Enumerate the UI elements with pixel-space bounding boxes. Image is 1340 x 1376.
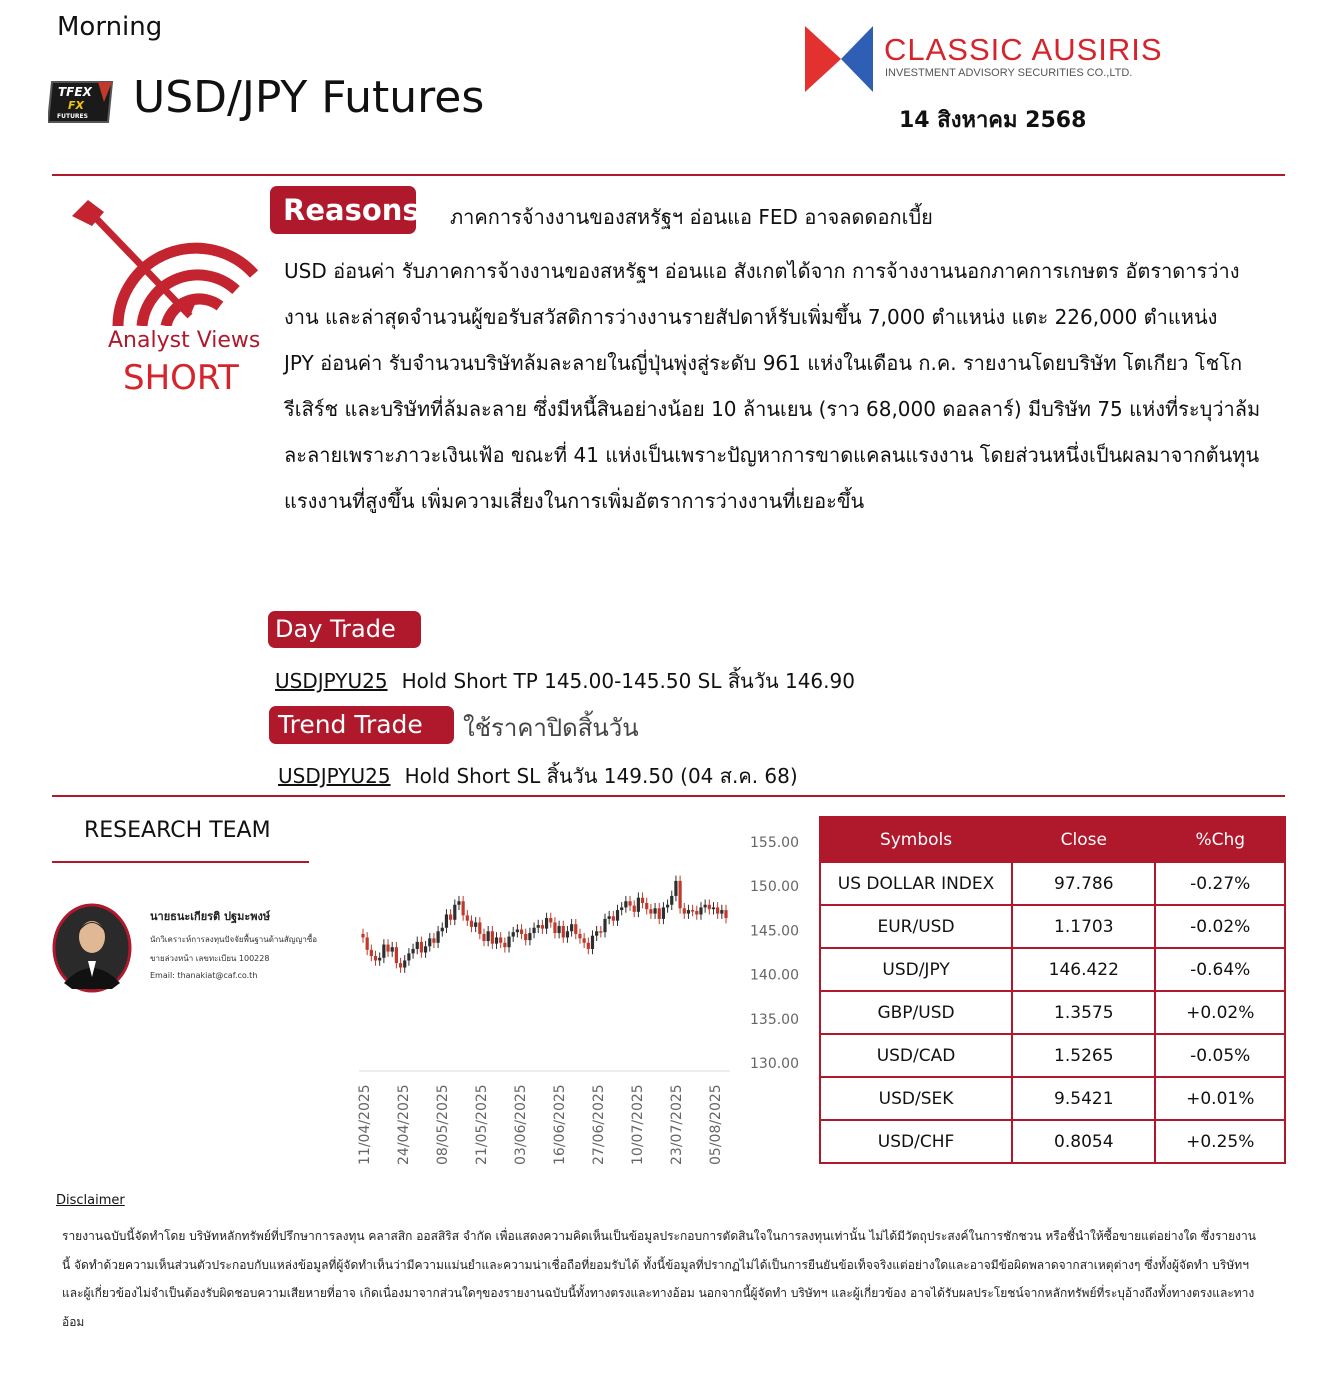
- symbol-cell: EUR/USD: [820, 905, 1012, 948]
- candle-body: [528, 933, 531, 940]
- candle-body: [457, 901, 460, 905]
- chart-x-axis: [357, 1084, 724, 1165]
- candle-body: [407, 953, 410, 960]
- y-tick-label: 150.00: [750, 879, 799, 896]
- symbol-cell: USD/SEK: [820, 1077, 1012, 1120]
- research-team-title: RESEARCH TEAM: [84, 818, 271, 843]
- candle-body: [649, 909, 652, 913]
- candle-body: [512, 932, 515, 936]
- y-tick-label: 130.00: [750, 1056, 799, 1072]
- candle-body: [720, 910, 723, 914]
- candle-body: [616, 910, 619, 921]
- candle-body: [599, 931, 602, 933]
- disclaimer-title: Disclaimer: [56, 1193, 125, 1208]
- candle-body: [628, 901, 631, 905]
- trend-trade-note: ใช้ราคาปิดสิ้นวัน: [463, 714, 639, 742]
- symbol-cell: GBP/USD: [820, 991, 1012, 1034]
- candle-body: [570, 924, 573, 931]
- candle-body: [587, 943, 590, 949]
- candle-body: [424, 946, 427, 952]
- y-tick-label: 155.00: [750, 835, 799, 851]
- symbol-cell: USD/JPY: [820, 948, 1012, 991]
- candle-body: [361, 934, 364, 938]
- analyst-email[interactable]: Email: thanakiat@caf.co.th: [150, 971, 258, 980]
- candle-body: [453, 905, 456, 920]
- y-tick-label: 145.00: [750, 923, 799, 940]
- day-trade-tag: Day Trade: [268, 611, 421, 648]
- reasons-tag: Reasons: [270, 186, 416, 234]
- chg-cell: +0.02%: [1155, 991, 1285, 1034]
- candle-body: [724, 910, 727, 918]
- candle-body: [499, 937, 502, 942]
- candle-body: [395, 947, 398, 963]
- x-tick-label: 24/04/2025: [396, 1084, 412, 1165]
- candle-body: [478, 922, 481, 933]
- candle-body: [624, 901, 627, 907]
- x-tick-label: 03/06/2025: [513, 1084, 529, 1165]
- table-row: [820, 1034, 1285, 1077]
- candle-body: [662, 907, 665, 918]
- candle-body: [437, 931, 440, 942]
- candle-body: [558, 926, 561, 933]
- candle-body: [449, 914, 452, 919]
- position-badge: SHORT: [123, 358, 239, 398]
- research-team-underline: [52, 861, 309, 863]
- candle-body: [608, 916, 611, 919]
- candle-body: [411, 949, 414, 953]
- candle-body: [566, 931, 569, 937]
- quotes-table: [819, 816, 1286, 1164]
- session-label: Morning: [57, 12, 163, 42]
- analyst-role: นักวิเคราะห์การลงทุนปัจจัยพื้นฐานด้านสัญญาซื้อ: [150, 935, 318, 944]
- candle-body: [541, 925, 544, 929]
- analyst-name: นายธนะเกียรติ ปฐมะพงษ์: [150, 910, 271, 923]
- candle-body: [612, 916, 615, 920]
- trend-trade-tag: Trend Trade: [269, 706, 454, 744]
- candle-body: [553, 922, 556, 933]
- candle-body: [641, 898, 644, 903]
- table-row: [820, 1120, 1285, 1163]
- candle-body: [674, 881, 677, 896]
- candle-body: [545, 918, 548, 929]
- page-title: USD/JPY Futures: [133, 72, 485, 123]
- analyst-avatar: [52, 903, 132, 993]
- close-cell: 1.3575: [1012, 991, 1155, 1034]
- candle-body: [366, 937, 369, 949]
- futures-logo-text: FUTURES: [57, 113, 88, 120]
- symbol-cell: US DOLLAR INDEX: [820, 862, 1012, 905]
- x-tick-label: 08/05/2025: [435, 1084, 451, 1165]
- candle-body: [658, 908, 661, 919]
- quotes-header-row: [820, 817, 1285, 862]
- candle-body: [516, 930, 519, 933]
- candle-body: [574, 924, 577, 934]
- table-row: [820, 1077, 1285, 1120]
- candle-body: [386, 945, 389, 952]
- candle-body: [537, 925, 540, 928]
- candle-body: [445, 914, 448, 927]
- candle-body: [482, 934, 485, 941]
- tfex-fx-futures-logo: [48, 78, 116, 126]
- candle-body: [595, 931, 598, 935]
- candle-body: [645, 903, 648, 909]
- close-cell: 1.1703: [1012, 905, 1155, 948]
- candle-body: [432, 938, 435, 942]
- candle-body: [495, 937, 498, 943]
- x-tick-label: 10/07/2025: [630, 1084, 646, 1165]
- reasons-headline: ภาคการจ้างงานของสหรัฐฯ อ่อนแอ FED อาจลดดอกเบี้ย: [450, 205, 933, 229]
- candle-body: [666, 905, 669, 908]
- trend-trade-row: [278, 760, 798, 792]
- candle-body: [620, 907, 623, 910]
- chg-cell: -0.27%: [1155, 862, 1285, 905]
- chart-y-axis: [750, 835, 799, 1072]
- candle-body: [633, 906, 636, 912]
- chg-cell: +0.25%: [1155, 1120, 1285, 1163]
- candle-body: [683, 908, 686, 913]
- candle-body: [583, 938, 586, 942]
- analyst-license: ขายล่วงหน้า เลขทะเบียน 100228: [150, 954, 270, 963]
- table-row: [820, 905, 1285, 948]
- candle-body: [670, 896, 673, 905]
- day-trade-row: [275, 665, 855, 697]
- candle-body: [532, 928, 535, 933]
- reason-jpy: JPY อ่อนค่า รับจำนวนบริษัทล้มละลายในญี่ปุ่นพุ่งสู่ระดับ 961 แห่งในเดือน ก.ค. รายงานโดยบริษัท โตเกียว โชโก รีเสิร์ช และบริษัทที่ล้มละลาย ซึ่งมีหนี้สินอย่างน้อย 10 ล้านเยน (ราว 68,000 ดอลลาร์) มีบริษัท 75 แห่งที่ระบุว่าล้มละลายเพราะภาวะเงินเฟ้อ ขณะที่ 41 แห่งเป็นเพราะปัญหาการขาดแคลนแรงงาน โดยส่วนหนึ่งเป็นผลมาจากต้นทุนแรงงานที่สูงขึ้น เพิ่มความเสี่ยงในการเพิ่มอัตราการว่างงานที่เยอะขึ้น: [284, 351, 1261, 513]
- candle-body: [420, 942, 423, 953]
- candle-body: [591, 936, 594, 949]
- chart-candles: [361, 876, 727, 973]
- top-divider: [52, 174, 1285, 176]
- report-date: 14 สิงหาคม 2568: [899, 108, 1087, 133]
- chg-cell: -0.64%: [1155, 948, 1285, 991]
- disclaimer-text: รายงานฉบับนี้จัดทำโดย บริษัทหลักทรัพย์ที่ปรึกษาการลงทุน คลาสสิก ออสสิริส จำกัด เพื่อแสดงความคิดเห็นเป็นข้อมูลประกอบการตัดสินใจในการลงทุนเท่านั้น ไม่ได้มีวัตถุประสงค์ในการชักชวน หรือชี้นำให้ซื้อขายแต่อย่างใด ซึ่งรายงานนี้ จัดทำด้วยความเห็นส่วนตัวประกอบกับแหล่งข้อมูลที่ผู้จัดทำเห็นว่ามีความแม่นยำและความน่าเชื่อถือที่ยอมรับได้ ทั้งนี้ข้อมูลที่ปรากฏไม่ได้เป็นการยืนยันข้อเท็จจริงแต่อย่างใดและอาจมีข้อผิดพลาดจากสาเหตุต่างๆ ซึ่งทั้งผู้จัดทำ บริษัทฯ และผู้เกี่ยวข้องไม่จำเป็นต้องรับผิดชอบความเสียหายที่อาจ เกิดเนื่องมาจากส่วนใดๆของรายงานฉบับนี้ทั้งทางตรงและทางอ้อม นอกจากนี้ผู้จัดทำ บริษัทฯ และผู้เกี่ยวข้อง อาจได้รับผลประโยชน์จากหลักทรัพย์ที่ระบุอ้างถึงทั้งทางตรงและทางอ้อม: [62, 1229, 1256, 1329]
- table-row: [820, 862, 1285, 905]
- candle-body: [653, 908, 656, 913]
- candle-body: [470, 921, 473, 927]
- candle-body: [474, 922, 477, 926]
- candle-body: [549, 918, 552, 922]
- candle-body: [695, 911, 698, 915]
- x-tick-label: 27/06/2025: [591, 1084, 607, 1165]
- brand-subtitle: INVESTMENT ADVISORY SECURITIES CO.,LTD.: [885, 67, 1133, 79]
- candle-body: [462, 901, 465, 915]
- middle-divider: [52, 795, 1285, 797]
- candle-body: [578, 934, 581, 938]
- col-header-chg: %Chg: [1155, 817, 1285, 862]
- day-trade-text: Hold Short TP 145.00-145.50 SL สิ้นวัน 146.90: [401, 669, 855, 693]
- close-cell: 97.786: [1012, 862, 1155, 905]
- candle-body: [524, 934, 527, 940]
- chg-cell: -0.05%: [1155, 1034, 1285, 1077]
- day-trade-symbol: USDJPYU25: [275, 669, 388, 693]
- close-cell: 146.422: [1012, 948, 1155, 991]
- usdjpy-price-chart: [345, 820, 820, 1170]
- candle-body: [679, 881, 682, 908]
- col-header-close: Close: [1012, 817, 1155, 862]
- candle-body: [699, 907, 702, 914]
- y-tick-label: 140.00: [750, 967, 799, 984]
- brand-name: CLASSIC AUSIRIS: [884, 32, 1163, 67]
- x-tick-label: 23/07/2025: [669, 1084, 685, 1165]
- candle-body: [416, 942, 419, 949]
- candle-body: [391, 947, 394, 951]
- x-tick-label: 16/06/2025: [552, 1084, 568, 1165]
- close-cell: 9.5421: [1012, 1077, 1155, 1120]
- x-tick-label: 11/04/2025: [357, 1084, 373, 1165]
- candle-body: [562, 926, 565, 937]
- table-row: [820, 991, 1285, 1034]
- candle-body: [603, 919, 606, 932]
- trend-trade-text: Hold Short SL สิ้นวัน 149.50 (04 ส.ค. 68): [404, 764, 798, 788]
- close-cell: 0.8054: [1012, 1120, 1155, 1163]
- candle-body: [507, 937, 510, 948]
- symbol-cell: USD/CHF: [820, 1120, 1012, 1163]
- col-header-symbols: Symbols: [820, 817, 1012, 862]
- candle-body: [403, 960, 406, 967]
- candle-body: [637, 898, 640, 912]
- trend-trade-symbol: USDJPYU25: [278, 764, 391, 788]
- candle-body: [708, 905, 711, 909]
- x-tick-label: 05/08/2025: [708, 1084, 724, 1165]
- candle-body: [704, 905, 707, 908]
- candle-body: [374, 956, 377, 960]
- candle-body: [520, 930, 523, 934]
- candle-body: [491, 931, 494, 943]
- y-tick-label: 135.00: [750, 1011, 799, 1028]
- candle-body: [428, 938, 431, 946]
- symbol-cell: USD/CAD: [820, 1034, 1012, 1077]
- candle-body: [691, 910, 694, 912]
- fx-logo-text: FX: [68, 99, 84, 112]
- candle-body: [466, 915, 469, 920]
- candle-body: [712, 907, 715, 909]
- analyst-views-label: Analyst Views: [108, 328, 261, 353]
- table-row: [820, 948, 1285, 991]
- candle-body: [716, 907, 719, 913]
- candle-body: [687, 910, 690, 914]
- chg-cell: -0.02%: [1155, 905, 1285, 948]
- candle-body: [382, 945, 385, 958]
- brand-logo-icon: [803, 24, 875, 94]
- x-tick-label: 21/05/2025: [474, 1084, 490, 1165]
- target-icon: [70, 198, 262, 326]
- close-cell: 1.5265: [1012, 1034, 1155, 1077]
- reason-usd: USD อ่อนค่า รับภาคการจ้างงานของสหรัฐฯ อ่อนแอ สังเกตได้จาก การจ้างงานนอกภาคการเกษตร อัตราดารว่างงาน และล่าสุดจำนวนผู้ขอรับสวัสดิการว่างงานรายสัปดาห์รับเพิ่มขึ้น 7,000 ตำแหน่ง แตะ 226,000 ตำแหน่ง: [284, 259, 1240, 329]
- chg-cell: +0.01%: [1155, 1077, 1285, 1120]
- candle-body: [378, 958, 381, 961]
- tfex-logo-text: TFEX: [58, 85, 92, 99]
- candle-body: [441, 928, 444, 932]
- candle-body: [503, 943, 506, 947]
- candle-body: [487, 931, 490, 941]
- reasons-body: [284, 248, 1274, 524]
- candle-body: [370, 950, 373, 956]
- candle-body: [399, 963, 402, 967]
